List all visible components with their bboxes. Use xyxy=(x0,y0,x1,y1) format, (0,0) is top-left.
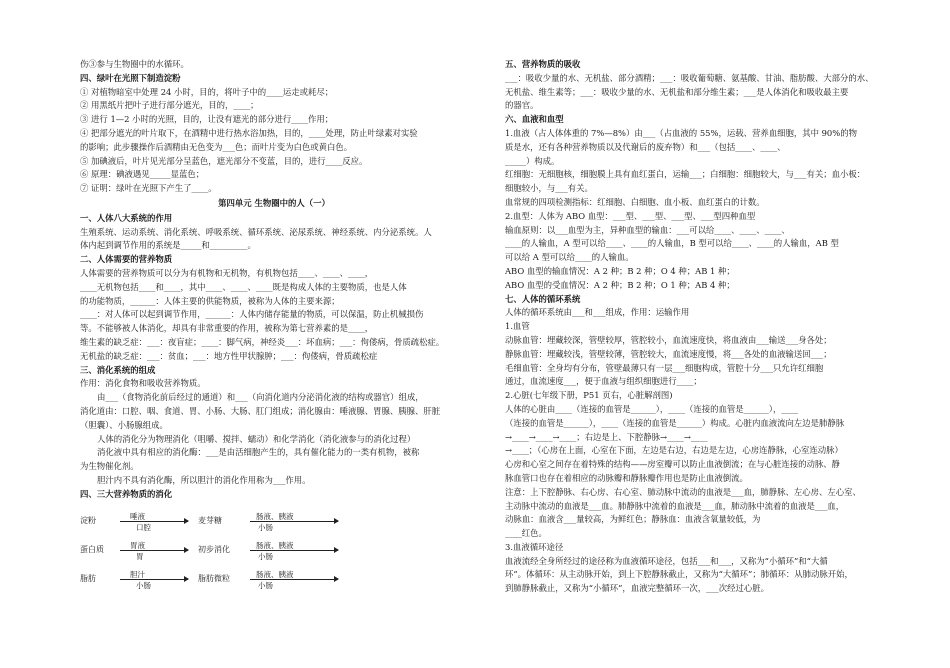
text-line: ⑦ 证明：绿叶在光照下产生了____。 xyxy=(80,183,217,194)
text-line: 主动脉中流动的血液是___血。肺静脉中流着的血液是___血，肺动脉中流着的血液是___血， xyxy=(505,500,845,511)
text-line: 等。不能够被人体消化，却具有非常重要的作用，被称为第七营养素的是____， xyxy=(80,323,374,334)
organ-label: 小肠 xyxy=(258,580,273,590)
text-line: ____无机物包括____和____，其中____、____、____既是构成人体的主要物质，也是人体 xyxy=(80,281,407,292)
enzyme-label: 唾液 xyxy=(130,511,145,521)
section-heading: 七、人体的循环系统 xyxy=(505,293,581,304)
text-line: 人体需要的营养物质可以分为有机物和无机物，有机物包括____、____、____， xyxy=(80,267,374,278)
text-line: 动脉血：血液含___量较高，为鲜红色；静脉血：血液含氧量较低，为 xyxy=(505,514,761,525)
section-heading: 三、消化系统的组成 xyxy=(80,364,156,375)
text-line: 可以给 A 型可以给____的人输血。 xyxy=(505,252,634,263)
text-line: ____红色。 xyxy=(505,528,547,539)
left-column xyxy=(80,58,468,594)
text-line: 脉血管口也存在着相应的动脉瓣和静脉瓣作用也是防止血液倒流。 xyxy=(505,472,748,483)
text-line: 静脉血管：埋藏较浅，管壁较薄，管腔较大，血流速度慢，将___各处的血液输送回___； xyxy=(505,348,832,359)
text-line: 动脉血管：埋藏较深，管壁较厚，管腔较小，血流速度快，将血液由___输送___身各处； xyxy=(505,334,832,345)
enzyme-label: 胃液 xyxy=(130,540,145,550)
text-line: 的功能物质，______：人体主要的供能物质，被称为人体的主要来源； xyxy=(80,295,340,306)
text-line: （连接的血管是______），____（连接的血管是______）构成。心脏内血液流向左边是肺静脉 xyxy=(505,417,845,428)
text-line: （胆囊）、小肠腺组成。 xyxy=(80,419,168,430)
text-line: 到肺静脉截止，又称为“小循环”，血液完整循环一次，___次经过心脏。 xyxy=(505,583,769,594)
organ-label: 小肠 xyxy=(258,551,273,561)
text-line: 2.心脏(七年级下册，P51 页右，心脏解剖图) xyxy=(505,390,673,401)
section-heading: 四、三大营养物质的消化 xyxy=(80,488,173,499)
text-line: 通过，血流速度___，便于血液与组织细胞进行____； xyxy=(505,376,702,387)
text-line: _____）构成。 xyxy=(505,155,560,166)
enzyme-label: 肠液、胰液 xyxy=(256,511,294,521)
text-line: 的影响；此步骤操作后酒精由无色变为___色；而叶片变为白色或黄白色。 xyxy=(80,141,353,152)
text-line: 3.血液循环途径 xyxy=(505,541,564,552)
text-line: 细胞较小，与___有关。 xyxy=(505,183,593,194)
text-line: ⑥ 原理：碘液遇见_____显蓝色； xyxy=(80,169,205,180)
right-sections xyxy=(505,58,897,596)
text-line: →____→____→____；右边是上、下腔静脉→____→____ xyxy=(505,431,708,442)
text-line: 伤③参与生物圈中的水循环。 xyxy=(80,59,189,69)
text-line: ___：吸收少量的水、无机盐、部分酒精；___：吸收葡萄糖、氨基酸、甘油、脂肪酸、大部分的水、 xyxy=(505,72,874,83)
digestion-flow-diagram xyxy=(80,506,468,594)
section-heading: 一、人体八大系统的作用 xyxy=(80,212,173,223)
text-line: ④ 把部分遮光的叶片取下，在酒精中进行热水浴加热，目的，____处理，防止叶绿素对实验 xyxy=(80,127,418,138)
text-line: 输血原则：以___血型为主，异种血型的输血：___可以给____、____、____、 xyxy=(505,224,790,235)
text-line: 的器官。 xyxy=(505,100,539,111)
text-line: 体内起到调节作用的系统是_____和_________。 xyxy=(80,240,256,251)
text-line: 无机盐、维生素等；___：吸收少量的水、无机盐和部分维生素；___是人体消化和吸收最主要 xyxy=(505,86,849,97)
flow-arrow xyxy=(120,521,188,522)
organ-label: 口腔 xyxy=(136,522,151,532)
intermediate-label: 初步消化 xyxy=(198,544,230,554)
text-line: 心房和心室之间存在着特殊的结构——房室瓣可以防止血液倒流；在与心脏连接的动脉、静 xyxy=(505,459,840,470)
text-line: 生殖系统、运动系统、消化系统、呼吸系统、循环系统、泌尿系统、神经系统、内分泌系统。人 xyxy=(80,226,432,237)
unit-title: 第四单元 生物圈中的人（一） xyxy=(218,197,330,208)
intermediate-label: 脂肪微粒 xyxy=(198,573,230,583)
text-line: 人体的心脏由____（连接的血管是______），____（连接的血管是______），____ xyxy=(505,403,799,414)
text-line: 人体的消化分为物理消化（咀嚼、搅拌、蠕动）和化学消化（消化液参与的消化过程） xyxy=(97,433,416,444)
text-line: 质是水，还有各种营养物质以及代谢后的废弃物）和___（包括____、____、 xyxy=(505,141,786,152)
text-line: 维生素的缺乏症：___：夜盲症；____：脚气病，神经炎___：坏血病；___：佝偻病，骨质疏松症。 xyxy=(80,336,445,347)
text-line: 注意：上下腔静脉、右心房、右心室、肺动脉中流动的血液是___血，肺静脉、左心房、左心室、 xyxy=(505,486,861,497)
organ-label: 胃 xyxy=(136,551,144,561)
section-heading: 四、绿叶在光照下制造淀粉 xyxy=(80,72,181,83)
text-line: 1.血管 xyxy=(505,321,530,332)
text-line: ____：对人体可以起到调节作用，______：人体内储存能量的物质，可以保温，防止机械损伤 xyxy=(80,309,424,320)
text-line: 无机盐的缺乏症：___：贫血；___：地方性甲状腺肿；___：佝偻病，骨质疏松症 xyxy=(80,350,378,361)
section-heading: 五、营养物质的吸收 xyxy=(505,59,581,69)
text-line: 1.血液（占人体体重的 7%—8%）由___（占血液的 55%，运载、营养血细胞，其中 90%的物 xyxy=(505,127,857,138)
text-line: 2.血型：人体为 ABO 血型：___型、___型、___型、___型四种血型 xyxy=(505,210,756,221)
text-line: 红细胞：无细胞核，细胞膜上具有血红蛋白，运输___；白细胞：细胞较大，与___有关；血小板： xyxy=(505,169,866,180)
text-line: 环”。体循环：从主动脉开始，到上下腔静脉截止，又称为“大循环”；肺循环：从肺动脉开始， xyxy=(505,569,853,580)
text-line: 由___（食物消化前后经过的通道）和___（向消化道内分泌消化液的结构或器官）组成， xyxy=(97,392,424,403)
text-line: ABO 血型的输血情况：A 2 种；B 2 种；O 4 种；AB 1 种； xyxy=(505,265,735,276)
enzyme-label: 胆汁 xyxy=(130,569,145,579)
intermediate-label: 麦芽糖 xyxy=(198,515,222,525)
human-body-section xyxy=(80,212,468,502)
text-line: 消化道由：口腔、咽、食道、胃、小肠、大肠、肛门组成；消化腺由：唾液腺、胃腺、胰腺、肝脏 xyxy=(80,405,441,416)
text-line: ③ 进行 1—2 小时的光照，目的，让没有遮光的部分进行____作用； xyxy=(80,114,334,125)
text-line: ⑤ 加碘液后，叶片见光部分呈蓝色，遮光部分不变蓝，目的，进行____反应。 xyxy=(80,155,368,166)
text-line: ② 用黑纸片把叶子进行部分遮光，目的，____； xyxy=(80,100,259,111)
text-line: ABO 血型的受血情况：A 2 种；B 2 种；O 1 种；AB 4 种； xyxy=(505,279,735,290)
organ-label: 小肠 xyxy=(258,522,273,532)
flow-arrow xyxy=(120,550,188,551)
text-line: 为生物催化剂。 xyxy=(80,461,139,472)
text-line: 消化液中具有相应的消化酶：___是由活细胞产生的，具有催化能力的一类有机物，被称 xyxy=(97,447,420,458)
nutrient-label: 脂肪 xyxy=(80,573,96,583)
organ-label: 小肠 xyxy=(136,580,151,590)
text-line: 作用：消化食物和吸收营养物质。 xyxy=(80,378,206,389)
text-line: →____；（心房在上面，心室在下面，左边是右边，右边是左边，心房连静脉，心室连动脉） xyxy=(505,445,843,456)
text-line: 血液流经全身所经过的途径称为血液循环途径，包括___和___，又称为“小循环”和“大循 xyxy=(505,555,828,566)
text-line: 人体的循环系统由___和___组成，作用：运输作用 xyxy=(505,307,690,318)
nutrient-label: 淀粉 xyxy=(80,515,96,525)
nutrient-label: 蛋白质 xyxy=(80,544,104,554)
right-column xyxy=(505,58,897,596)
photosynthesis-section xyxy=(80,58,468,196)
text-line: 毛细血管：全身均有分布，管壁最薄只有一层___细胞构成，管腔十分___只允许红细胞 xyxy=(505,362,824,373)
section-heading: 六、血液和血型 xyxy=(505,114,564,125)
flow-arrow xyxy=(120,579,188,580)
text-line: 胆汁内不具有消化酶，所以胆汁的消化作用称为___作用。 xyxy=(97,474,311,485)
enzyme-label: 肠液、胰液 xyxy=(256,540,294,550)
section-heading: 二、人体需要的营养物质 xyxy=(80,254,173,265)
enzyme-label: 肠液、胰液 xyxy=(256,569,294,579)
text-line: ____的人输血，A 型可以给____、____的人输血，B 型可以给____、____的人输血，AB 型 xyxy=(505,238,839,249)
text-line: ① 对植物暗室中处理 24 小时，目的，将叶子中的____运走或耗尽； xyxy=(80,86,334,97)
text-line: 血常规的四项检测指标：红细胞、白细胞、血小板、血红蛋白的计数。 xyxy=(505,196,765,207)
